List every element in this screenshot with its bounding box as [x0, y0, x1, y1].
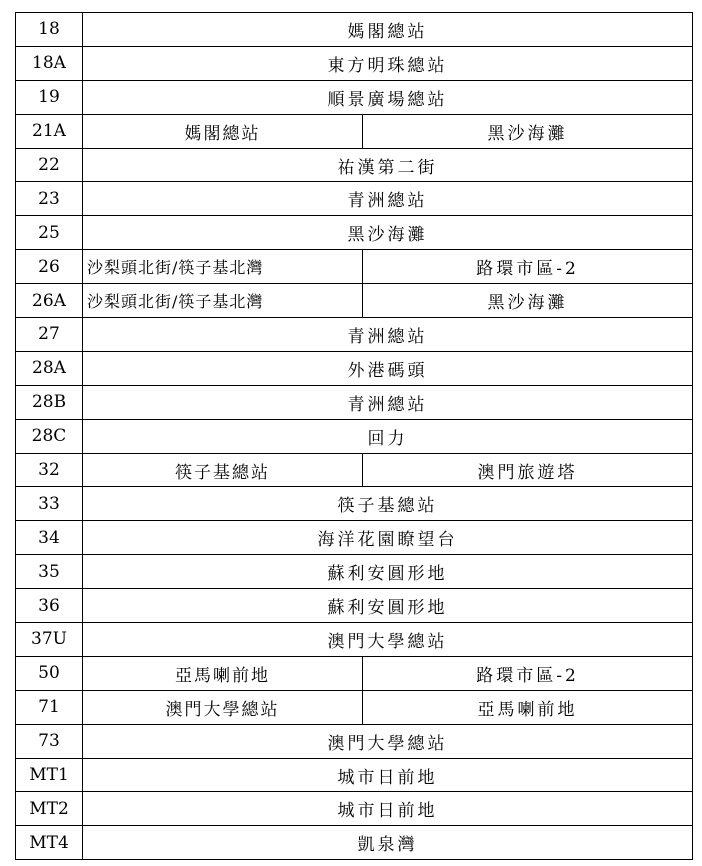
table-row [16, 351, 693, 385]
table-row [16, 487, 693, 521]
table-row [16, 724, 693, 758]
route-number-cell: 28C [16, 419, 83, 453]
route-number-cell: 35 [16, 555, 83, 589]
destination-cell-b: 黑沙海灘 [363, 114, 693, 148]
table-row [16, 656, 693, 690]
destination-cell: 蘇利安圓形地 [83, 589, 693, 623]
route-number-cell: 25 [16, 216, 83, 250]
destination-cell: 青洲總站 [83, 318, 693, 352]
destination-cell-b: 澳門旅遊塔 [363, 453, 693, 487]
destination-cell-b: 路環市區-2 [363, 656, 693, 690]
destination-cell: 凱泉灣 [83, 826, 693, 860]
route-number-cell: 34 [16, 521, 83, 555]
table-row [16, 385, 693, 419]
table-row [16, 46, 693, 80]
destination-cell-b: 亞馬喇前地 [363, 690, 693, 724]
route-number-cell: 26 [16, 250, 83, 284]
table-row [16, 13, 693, 47]
table-row [16, 284, 693, 318]
table-row [16, 318, 693, 352]
route-destination-table [15, 12, 693, 860]
destination-cell-b: 路環市區-2 [363, 250, 693, 284]
route-number-cell: 18 [16, 13, 83, 47]
table-row [16, 792, 693, 826]
route-number-cell: MT4 [16, 826, 83, 860]
destination-cell: 海洋花園瞭望台 [83, 521, 693, 555]
route-number-cell: 50 [16, 656, 83, 690]
destination-cell: 澳門大學總站 [83, 724, 693, 758]
destination-cell: 黑沙海灘 [83, 216, 693, 250]
table-row [16, 216, 693, 250]
route-number-cell: 37U [16, 623, 83, 657]
destination-cell-b: 黑沙海灘 [363, 284, 693, 318]
route-number-cell: 18A [16, 46, 83, 80]
destination-cell: 蘇利安圓形地 [83, 555, 693, 589]
destination-cell-a: 媽閣總站 [83, 114, 363, 148]
destination-cell-a: 沙梨頭北街/筷子基北灣 [83, 284, 363, 318]
route-number-cell: 27 [16, 318, 83, 352]
table-row [16, 80, 693, 114]
route-number-cell: 33 [16, 487, 83, 521]
destination-cell-a: 澳門大學總站 [83, 690, 363, 724]
route-number-cell: 26A [16, 284, 83, 318]
route-table-body [16, 13, 693, 860]
route-number-cell: 23 [16, 182, 83, 216]
destination-cell: 媽閣總站 [83, 13, 693, 47]
destination-cell-a: 筷子基總站 [83, 453, 363, 487]
destination-cell: 青洲總站 [83, 385, 693, 419]
route-number-cell: MT1 [16, 758, 83, 792]
destination-cell: 順景廣場總站 [83, 80, 693, 114]
route-number-cell: 36 [16, 589, 83, 623]
destination-cell-a: 沙梨頭北街/筷子基北灣 [83, 250, 363, 284]
table-row [16, 453, 693, 487]
destination-cell: 青洲總站 [83, 182, 693, 216]
table-row [16, 826, 693, 860]
route-number-cell: 21A [16, 114, 83, 148]
table-row [16, 758, 693, 792]
table-row [16, 521, 693, 555]
table-row [16, 419, 693, 453]
table-row [16, 114, 693, 148]
route-number-cell: 28A [16, 351, 83, 385]
table-row [16, 148, 693, 182]
table-row [16, 589, 693, 623]
route-number-cell: 73 [16, 724, 83, 758]
route-number-cell: 28B [16, 385, 83, 419]
route-number-cell: 22 [16, 148, 83, 182]
destination-cell: 祐漢第二街 [83, 148, 693, 182]
destination-cell: 筷子基總站 [83, 487, 693, 521]
table-row [16, 690, 693, 724]
table-row [16, 623, 693, 657]
route-number-cell: 19 [16, 80, 83, 114]
table-row [16, 555, 693, 589]
destination-cell: 城市日前地 [83, 792, 693, 826]
destination-cell: 東方明珠總站 [83, 46, 693, 80]
route-number-cell: 71 [16, 690, 83, 724]
route-number-cell: 32 [16, 453, 83, 487]
destination-cell: 城市日前地 [83, 758, 693, 792]
route-number-cell: MT2 [16, 792, 83, 826]
destination-cell: 外港碼頭 [83, 351, 693, 385]
destination-cell-a: 亞馬喇前地 [83, 656, 363, 690]
destination-cell: 澳門大學總站 [83, 623, 693, 657]
table-row [16, 182, 693, 216]
table-row [16, 250, 693, 284]
destination-cell: 回力 [83, 419, 693, 453]
